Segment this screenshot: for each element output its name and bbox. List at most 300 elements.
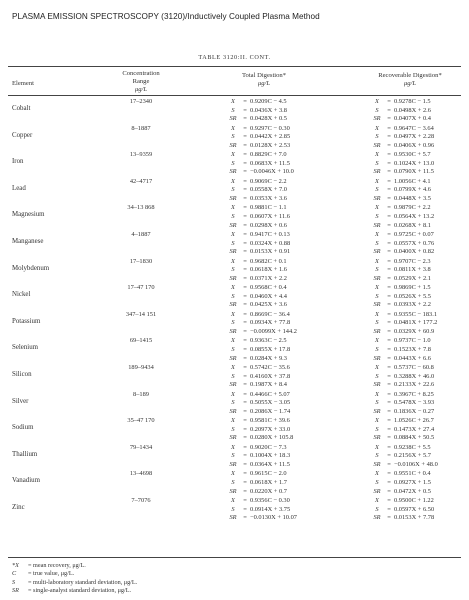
stat-label: S [231, 186, 235, 194]
stat-equals: = [243, 497, 247, 504]
page-header: PLASMA EMISSION SPECTROSCOPY (3120)/Inductively Coupled Plasma Method [12, 12, 320, 21]
stat-line [370, 301, 431, 310]
stat-label: S [375, 159, 379, 167]
stat-label: SR [229, 248, 237, 256]
stat-equals: = [387, 319, 391, 327]
stat-equation: 0.0526X + 5.5 [394, 292, 431, 300]
stat-line [370, 373, 434, 382]
stat-line [226, 222, 290, 231]
stat-label: X [375, 284, 379, 292]
stat-line [370, 107, 431, 116]
stat-label: SR [373, 221, 381, 229]
stat-equation: 0.2156X + 5.7 [394, 452, 431, 460]
stat-equation: 0.0558X + 7.0 [250, 186, 287, 194]
stat-equation: 0.0268X + 8.1 [394, 221, 431, 229]
stat-label: X [375, 124, 379, 132]
stat-equals: = [243, 98, 247, 105]
total-digestion-stats [226, 311, 297, 337]
stat-line [226, 426, 293, 435]
stat-line [226, 258, 287, 267]
stat-label: S [375, 505, 379, 513]
stat-label: X [375, 337, 379, 345]
stat-equals: = [387, 497, 391, 504]
stat-line [370, 337, 431, 346]
total-digestion-stats [226, 178, 287, 204]
stat-equation: 0.9355C − 183.1 [394, 310, 438, 318]
stat-equation: 0.0443X + 6.6 [394, 354, 431, 362]
stat-equals: = [243, 274, 247, 282]
stat-line [226, 461, 290, 470]
stat-line [370, 444, 438, 453]
stat-label: S [375, 106, 379, 114]
recoverable-digestion-stats [370, 391, 434, 417]
stat-equals: = [243, 284, 247, 292]
stat-equals: = [387, 364, 391, 371]
stat-label: SR [229, 168, 237, 176]
col-header-recov-title: Recoverable Digestion* [378, 72, 442, 79]
table-row [0, 470, 469, 496]
stat-equation: 0.1024X + 13.0 [394, 159, 435, 167]
footnotes [12, 562, 137, 596]
stat-equation: 0.9881C − 1.1 [250, 204, 287, 212]
recoverable-digestion-stats [370, 284, 431, 310]
stat-label: S [231, 239, 235, 247]
stat-equals: = [243, 425, 247, 433]
table-row [0, 311, 469, 337]
stat-equation: 0.0128X + 2.53 [250, 141, 291, 149]
stat-label: S [231, 505, 235, 513]
stat-equals: = [243, 434, 247, 442]
stat-equation: 0.0498X + 2.6 [394, 106, 431, 114]
concentration-range: 8–1887 [131, 124, 151, 132]
concentration-range: 7–7076 [131, 497, 151, 504]
element-name: Molybdenum [12, 264, 50, 272]
total-digestion-stats [226, 231, 290, 257]
stat-equals: = [387, 470, 391, 478]
table-row [0, 337, 469, 363]
stat-line [370, 231, 434, 240]
stat-line [226, 266, 287, 275]
stat-label: SR [229, 381, 237, 389]
stat-equals: = [387, 141, 391, 149]
stat-equation: 0.9069C − 2.2 [250, 177, 287, 185]
stat-equation: 0.9581C + 39.6 [250, 417, 290, 425]
stat-line [370, 391, 434, 400]
stat-line [226, 399, 290, 408]
concentration-range: 17–2340 [129, 98, 153, 105]
concentration-range: 79–1434 [129, 443, 153, 451]
stat-equation: 0.0557X + 0.76 [394, 239, 435, 247]
table-row [0, 125, 469, 151]
stat-equation: 0.9869C + 1.5 [394, 284, 431, 292]
element-name: Sodium [12, 424, 34, 432]
stat-equals: = [387, 248, 391, 256]
stat-line [370, 417, 434, 426]
stat-label: S [375, 133, 379, 141]
stat-line [226, 284, 287, 293]
stat-equals: = [387, 194, 391, 202]
stat-equals: = [387, 266, 391, 274]
total-digestion-stats [226, 258, 287, 284]
stat-label: S [375, 239, 379, 247]
stat-equals: = [243, 460, 247, 468]
total-digestion-stats [226, 391, 290, 417]
stat-line [370, 240, 434, 249]
stat-label: S [375, 425, 379, 433]
table-caption: TABLE 3120:II. CONT. [198, 54, 271, 61]
stat-equation: 0.0855X + 17.8 [250, 345, 291, 353]
footnote-item [12, 562, 137, 570]
total-digestion-stats [226, 125, 290, 151]
stat-equals: = [387, 124, 391, 132]
stat-equation: 0.1987X + 8.4 [250, 381, 287, 389]
stat-label: X [375, 470, 379, 478]
stat-equation: 0.0406X + 0.96 [394, 141, 435, 149]
recoverable-digestion-stats [370, 337, 431, 363]
table-row [0, 444, 469, 470]
stat-equation: 0.0407X + 0.4 [394, 115, 431, 123]
stat-equals: = [243, 292, 247, 300]
stat-label: X [231, 177, 235, 185]
stat-equation: 0.0442X + 2.85 [250, 133, 291, 141]
stat-equation: 0.0618X + 1.6 [250, 266, 287, 274]
stat-equation: 0.0884X + 50.5 [394, 434, 435, 442]
stat-equation: 0.9530C + 5.7 [394, 151, 431, 159]
stat-equals: = [387, 337, 391, 345]
stat-line [226, 479, 287, 488]
stat-label: X [231, 231, 235, 238]
stat-equation: 0.5742C − 35.6 [250, 364, 290, 371]
stat-equals: = [243, 354, 247, 362]
stat-line [226, 151, 294, 160]
stat-label: SR [229, 514, 237, 522]
stat-equation: 0.0298X + 0.6 [250, 221, 287, 229]
stat-equals: = [243, 257, 247, 265]
stat-line [370, 497, 434, 506]
stat-equals: = [387, 310, 391, 318]
element-name: Selenium [12, 344, 39, 352]
element-name: Zinc [12, 504, 25, 511]
stat-line [370, 399, 434, 408]
stat-equals: = [243, 221, 247, 229]
total-digestion-stats [226, 98, 287, 124]
stat-equals: = [387, 399, 391, 407]
total-digestion-stats [226, 417, 293, 443]
stat-line [370, 222, 434, 231]
element-name: Magnesium [12, 211, 45, 219]
footnote-text: = multi-laboratory standard deviation, μg/L. [28, 578, 138, 586]
stat-label: X [231, 98, 235, 105]
stat-line [226, 204, 290, 213]
stat-line [370, 461, 438, 470]
stat-equation: 0.0280X + 105.8 [250, 434, 294, 442]
stat-line [226, 337, 290, 346]
stat-equals: = [243, 239, 247, 247]
stat-label: S [375, 372, 379, 380]
element-name: Vanadium [12, 477, 40, 485]
stat-line [370, 479, 431, 488]
table-bottom-rule [8, 557, 461, 558]
stat-equals: = [387, 151, 391, 159]
stat-equation: 0.0934X + 77.8 [250, 319, 291, 327]
stat-line [226, 319, 297, 328]
concentration-range: 8–189 [133, 390, 149, 398]
table-row [0, 204, 469, 230]
col-header-range-line1: Concentration [122, 70, 160, 77]
stat-equation: 0.0364X + 11.5 [250, 460, 290, 468]
stat-label: SR [229, 407, 237, 415]
stat-line [370, 328, 437, 337]
stat-label: SR [229, 327, 237, 335]
stat-label: SR [229, 460, 237, 468]
stat-line [226, 275, 287, 284]
stat-label: X [375, 364, 379, 371]
stat-line [226, 452, 290, 461]
stat-label: SR [373, 487, 381, 495]
stat-label: X [231, 257, 235, 265]
stat-equals: = [243, 514, 247, 522]
stat-line [226, 125, 290, 134]
col-header-recoverable [360, 72, 460, 88]
stat-equals: = [387, 478, 391, 486]
concentration-range: 34–13 868 [127, 204, 155, 212]
stat-equation: 0.9725C + 0.07 [394, 231, 434, 238]
stat-label: X [231, 124, 235, 132]
stat-equation: 0.1523X + 7.8 [394, 345, 431, 353]
stat-equals: = [243, 141, 247, 149]
recoverable-digestion-stats [370, 364, 434, 390]
stat-label: X [231, 337, 235, 345]
stat-label: SR [229, 354, 237, 362]
stat-label: X [375, 98, 379, 105]
stat-equals: = [387, 115, 391, 123]
col-header-range-line2: Range [132, 78, 150, 85]
footnote-item [12, 587, 137, 595]
stat-line [370, 186, 431, 195]
stat-label: S [231, 319, 235, 327]
total-digestion-stats [226, 284, 287, 310]
stat-equals: = [243, 266, 247, 274]
stat-label: S [231, 399, 235, 407]
stat-line [370, 248, 434, 257]
stat-line [226, 98, 287, 107]
element-name: Potassium [12, 317, 41, 325]
stat-line [370, 168, 434, 177]
stat-equation: 0.0153X + 0.91 [250, 248, 291, 256]
stat-line [226, 381, 290, 390]
stat-label: SR [373, 354, 381, 362]
concentration-range: 69–1415 [129, 337, 153, 345]
stat-label: X [375, 231, 379, 238]
stat-label: S [231, 133, 235, 141]
stat-equals: = [243, 151, 247, 159]
stat-line [226, 195, 287, 204]
stat-equation: 1.0056C + 4.1 [394, 177, 431, 185]
stat-label: X [375, 443, 379, 451]
stat-equals: = [243, 168, 247, 176]
stat-line [370, 364, 434, 373]
stat-label: S [375, 452, 379, 460]
stat-equals: = [243, 470, 247, 478]
stat-equation: 0.0497X + 2.28 [394, 133, 435, 141]
stat-label: SR [229, 301, 237, 309]
table-row [0, 284, 469, 310]
stat-label: X [231, 284, 235, 292]
stat-label: X [231, 470, 235, 478]
stat-equation: 0.9297C − 0.30 [250, 124, 290, 132]
recoverable-digestion-stats [370, 231, 434, 257]
stat-label: S [231, 266, 235, 274]
stat-equation: 0.9879C + 2.2 [394, 204, 431, 212]
total-digestion-stats [226, 151, 294, 177]
stat-equation: 0.0811X + 3.8 [394, 266, 431, 274]
element-name: Thallium [12, 450, 38, 458]
recoverable-digestion-stats [370, 311, 437, 337]
stat-equals: = [243, 186, 247, 194]
stat-equals: = [243, 133, 247, 141]
table-top-rule [8, 66, 461, 67]
footnote-symbol: S [12, 578, 16, 586]
element-name: Iron [12, 158, 24, 166]
stat-label: SR [229, 115, 237, 123]
stat-label: SR [373, 115, 381, 123]
stat-line [370, 115, 431, 124]
stat-equals: = [387, 239, 391, 247]
stat-label: SR [373, 434, 381, 442]
stat-equals: = [387, 106, 391, 114]
stat-line [370, 195, 431, 204]
stat-line [226, 470, 287, 479]
stat-equation: 0.0790X + 11.5 [394, 168, 434, 176]
stat-equals: = [387, 274, 391, 282]
stat-equation: 0.9551C + 0.4 [394, 470, 431, 478]
table-row [0, 497, 469, 523]
stat-label: X [375, 177, 379, 185]
stat-line [370, 355, 431, 364]
stat-label: X [231, 443, 235, 451]
stat-equals: = [243, 364, 247, 371]
stat-label: S [375, 399, 379, 407]
stat-equals: = [387, 443, 391, 451]
recoverable-digestion-stats [370, 151, 434, 177]
stat-equation: −0.0046X + 10.0 [250, 168, 294, 176]
stat-equation: 0.9707C − 2.3 [394, 257, 431, 265]
stat-equation: 0.0799X + 4.6 [394, 186, 431, 194]
stat-line [226, 346, 290, 355]
concentration-range: 35–47 170 [127, 417, 155, 425]
stat-line [370, 488, 431, 497]
stat-equation: 0.5478X − 3.93 [394, 399, 435, 407]
stat-line [226, 293, 287, 302]
col-header-total [214, 72, 314, 88]
stat-label: S [231, 478, 235, 486]
stat-line [226, 497, 297, 506]
stat-label: S [375, 478, 379, 486]
stat-equals: = [243, 310, 247, 318]
stat-label: X [375, 257, 379, 265]
table-row [0, 231, 469, 257]
recoverable-digestion-stats [370, 497, 434, 523]
stat-equation: 0.9238C + 5.5 [394, 443, 431, 451]
footnote-symbol: C [12, 570, 17, 578]
stat-equation: 0.0597X + 6.50 [394, 505, 435, 513]
stat-equation: 0.1473X + 27.4 [394, 425, 435, 433]
stat-label: X [231, 497, 235, 504]
stat-equals: = [243, 390, 247, 398]
stat-equals: = [243, 443, 247, 451]
stat-line [370, 426, 434, 435]
stat-equation: 0.0927X + 1.5 [394, 478, 431, 486]
recoverable-digestion-stats [370, 98, 431, 124]
stat-equals: = [243, 407, 247, 415]
stat-line [226, 434, 293, 443]
stat-equation: 1.0526C + 26.7 [394, 417, 434, 425]
stat-equation: 0.0400X + 0.82 [394, 248, 435, 256]
stat-label: X [231, 151, 235, 159]
col-header-total-unit: μg/L [257, 80, 271, 87]
stat-equation: 0.1836X − 0.27 [394, 407, 435, 415]
stat-equation: 0.5737C − 60.8 [394, 364, 434, 371]
element-name: Nickel [12, 291, 31, 299]
recoverable-digestion-stats [370, 470, 431, 496]
stat-label: S [375, 186, 379, 194]
stat-equals: = [387, 159, 391, 167]
stat-equals: = [243, 372, 247, 380]
footnote-text: = true value, μg/L. [28, 570, 75, 578]
stat-equals: = [387, 390, 391, 398]
stat-equation: 0.9615C − 2.0 [250, 470, 287, 478]
stat-line [226, 178, 287, 187]
stat-line [226, 328, 297, 337]
stat-equals: = [387, 257, 391, 265]
stat-line [370, 434, 434, 443]
stat-equals: = [387, 327, 391, 335]
total-digestion-stats [226, 444, 290, 470]
stat-label: X [375, 417, 379, 425]
stat-equals: = [243, 381, 247, 389]
footnote-item [12, 570, 137, 578]
stat-line [226, 417, 293, 426]
stat-equals: = [243, 159, 247, 167]
recoverable-digestion-stats [370, 444, 438, 470]
stat-equals: = [387, 284, 391, 292]
stat-equation: 0.0393X + 2.2 [394, 301, 431, 309]
stat-label: S [375, 345, 379, 353]
stat-equals: = [387, 487, 391, 495]
stat-equals: = [243, 478, 247, 486]
stat-line [226, 355, 290, 364]
stat-label: X [375, 310, 379, 318]
stat-label: S [231, 292, 235, 300]
stat-label: SR [373, 460, 381, 468]
stat-line [370, 204, 434, 213]
stat-label: S [231, 159, 235, 167]
stat-line [226, 488, 287, 497]
stat-label: S [231, 425, 235, 433]
stat-line [370, 133, 434, 142]
stat-equation: 0.0618X + 1.7 [250, 478, 287, 486]
stat-line [226, 408, 290, 417]
stat-line [370, 125, 434, 134]
stat-equation: 0.9209C − 4.5 [250, 98, 287, 105]
stat-equals: = [243, 319, 247, 327]
stat-equals: = [243, 248, 247, 256]
stat-line [226, 231, 290, 240]
stat-line [370, 408, 434, 417]
stat-line [370, 293, 431, 302]
stat-equals: = [387, 381, 391, 389]
stat-label: X [231, 204, 235, 212]
